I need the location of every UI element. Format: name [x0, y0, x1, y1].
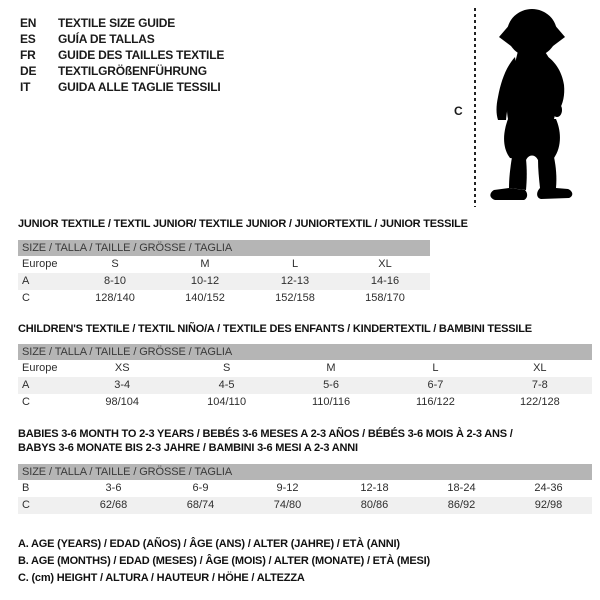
table-cell: 158/170	[365, 292, 405, 304]
table-cell: L	[432, 362, 439, 374]
junior-table-title	[18, 217, 468, 231]
table-row	[18, 360, 592, 377]
table-cell: 68/74	[186, 499, 215, 511]
table-cell: 3-6	[105, 482, 122, 494]
footnote-b: B. AGE (MONTHS) / EDAD (MESES) / ÂGE (MOIS) / ALTER (MONATE) / ETÀ (MESI)	[18, 555, 430, 567]
language-row	[20, 63, 224, 79]
footnotes	[18, 536, 430, 587]
table-cell: XS	[114, 362, 130, 374]
language-row	[20, 31, 224, 47]
table-cell: 6-9	[192, 482, 209, 494]
table-cell: 86/92	[447, 499, 476, 511]
baby-silhouette	[482, 7, 578, 207]
table-cell: XL	[378, 258, 392, 270]
table-row	[18, 377, 592, 394]
table-cell: 8-10	[103, 275, 127, 287]
table-cell: 4-5	[218, 379, 235, 391]
babies-table-title	[18, 427, 513, 455]
children-size-table	[18, 344, 592, 411]
table-cell: 12-18	[360, 482, 389, 494]
table-cell: L	[291, 258, 299, 270]
table-cell: 18-24	[447, 482, 476, 494]
language-label: GUÍA DE TALLAS	[58, 32, 155, 46]
table-cell: 152/158	[275, 292, 315, 304]
height-dashed-line	[474, 8, 476, 207]
size-header-bar: SIZE / TALLA / TAILLE / GRÖSSE / TAGLIA	[18, 464, 592, 480]
children-table-title	[18, 322, 532, 336]
language-label: GUIDA ALLE TAGLIE TESSILI	[58, 80, 221, 94]
language-code: DE	[20, 64, 37, 78]
table-cell: 5-6	[323, 379, 339, 391]
footnote-c: C. (cm) HEIGHT / ALTURA / HAUTEUR / HÖHE / ALTEZZA	[18, 572, 305, 584]
language-row	[20, 79, 224, 95]
language-row	[20, 47, 224, 63]
table-cell: 6-7	[427, 379, 444, 391]
row-label: Europe	[22, 362, 58, 374]
row-label: B	[22, 482, 30, 494]
language-code: ES	[20, 32, 36, 46]
footnote-a: A. AGE (YEARS) / EDAD (AÑOS) / ÂGE (ANS) / ALTER (JAHRE) / ETÀ (ANNI)	[18, 538, 400, 550]
row-label: Europe	[22, 258, 58, 270]
table-cell: 24-36	[534, 482, 563, 494]
language-label: TEXTILE SIZE GUIDE	[58, 16, 176, 30]
size-header-bar: SIZE / TALLA / TAILLE / GRÖSSE / TAGLIA	[18, 240, 430, 256]
table-cell: 92/98	[534, 499, 563, 511]
table-cell: 98/104	[105, 396, 140, 408]
row-label: A	[22, 275, 30, 287]
table-cell: M	[326, 362, 336, 374]
row-label: C	[22, 396, 30, 408]
table-cell: 62/68	[99, 499, 128, 511]
baby-height-figure	[440, 0, 600, 215]
junior-table-title-line1: JUNIOR TEXTILE / TEXTIL JUNIOR/ TEXTILE JUNIOR / JUNIORTEXTIL / JUNIOR TESSILE	[18, 218, 468, 230]
babies-table-title-line2: BABYS 3-6 MONATE BIS 2-3 JAHRE / BAMBINI 3-6 MESI A 2-3 ANNI	[18, 442, 358, 454]
table-cell: M	[200, 258, 210, 270]
table-row	[18, 273, 430, 290]
table-row	[18, 256, 430, 273]
babies-size-table	[18, 464, 592, 514]
table-cell: 128/140	[95, 292, 135, 304]
table-cell: 116/122	[415, 396, 455, 408]
table-cell: 110/116	[311, 396, 351, 408]
size-header-bar: SIZE / TALLA / TAILLE / GRÖSSE / TAGLIA	[18, 344, 592, 360]
language-label: TEXTILGRÖßENFÜHRUNG	[58, 64, 207, 78]
table-row	[18, 394, 592, 411]
row-label: C	[22, 292, 30, 304]
junior-size-table	[18, 240, 430, 307]
table-cell: 12-13	[280, 275, 310, 287]
language-code: IT	[20, 80, 31, 94]
table-row	[18, 497, 592, 514]
language-row	[20, 15, 224, 31]
table-cell: S	[111, 258, 119, 270]
table-cell: 122/128	[519, 396, 560, 408]
table-cell: XL	[533, 362, 547, 374]
table-cell: 3-4	[114, 379, 131, 391]
height-measure-label: C	[454, 104, 463, 118]
language-code: FR	[20, 48, 36, 62]
table-cell: S	[222, 362, 231, 374]
table-cell: 140/152	[185, 292, 225, 304]
table-row	[18, 480, 592, 497]
table-cell: 74/80	[273, 499, 302, 511]
table-row	[18, 290, 430, 307]
table-cell: 104/110	[207, 396, 247, 408]
row-label: A	[22, 379, 30, 391]
table-cell: 80/86	[360, 499, 389, 511]
language-list	[20, 15, 224, 95]
table-cell: 10-12	[190, 275, 220, 287]
children-table-title-line1: CHILDREN'S TEXTILE / TEXTIL NIÑO/A / TEXTILE DES ENFANTS / KINDERTEXTIL / BAMBINI TESSILE	[18, 323, 532, 335]
row-label: C	[22, 499, 30, 511]
table-cell: 7-8	[531, 379, 548, 391]
table-cell: 14-16	[370, 275, 400, 287]
babies-table-title-line1: BABIES 3-6 MONTH TO 2-3 YEARS / BEBÉS 3-6 MESES A 2-3 AÑOS / BÉBÉS 3-6 MOIS À 2-3 ANS /	[18, 428, 513, 440]
language-code: EN	[20, 16, 37, 30]
language-label: GUIDE DES TAILLES TEXTILE	[58, 48, 225, 62]
table-cell: 9-12	[276, 482, 299, 494]
